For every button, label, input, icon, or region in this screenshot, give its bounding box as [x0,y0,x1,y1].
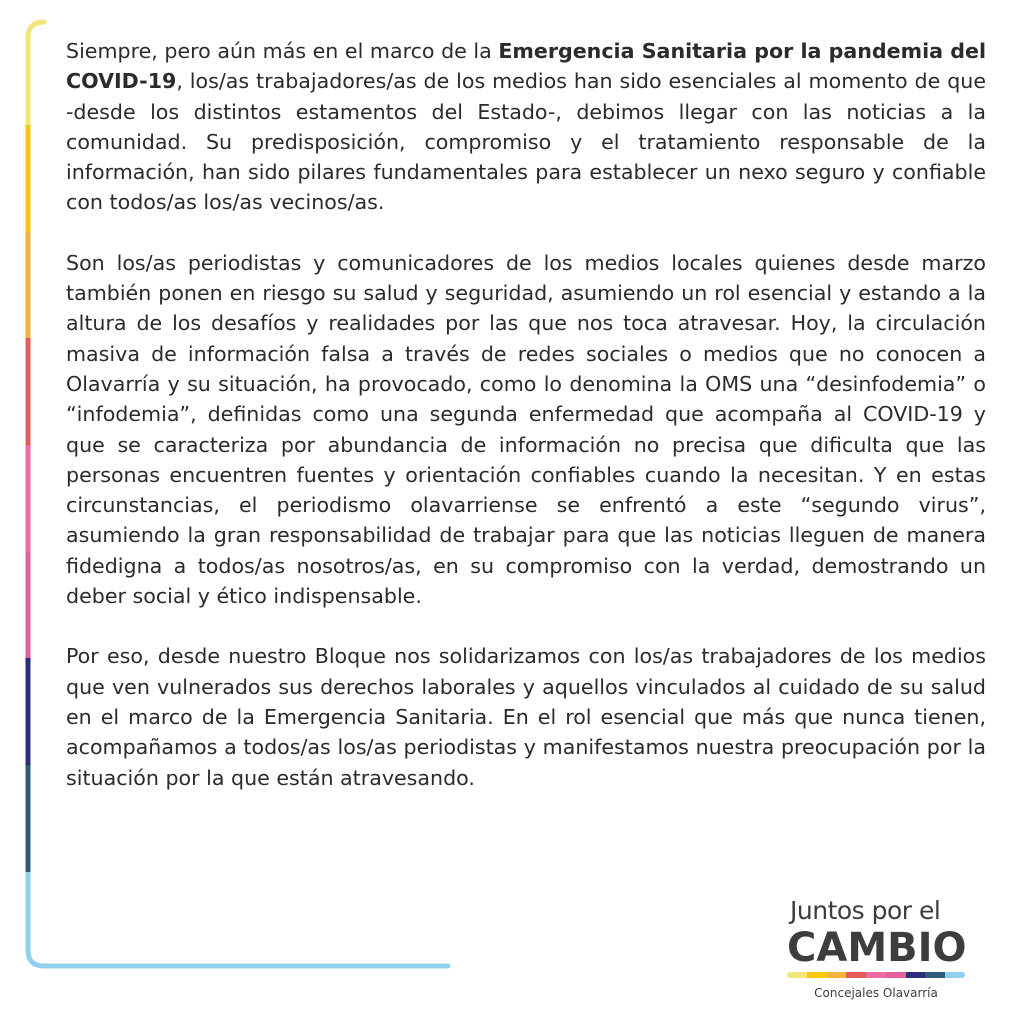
paragraph-3: Por eso, desde nuestro Bloque nos solidarizamos con los/as trabajadores de los medios que ven vulnerados sus derechos laborales y aquellos vinculados al cuidado de su salud en el marco de la Emergencia Sanitaria. En el rol esencial que más que nunca tienen, acompañamos a todos/as los/as periodistas y manifestamos nuestra preocupación por la situación por la que están atravesando. [66,644,986,790]
paragraph-1-highlight: Emergencia Sanitaria por la pandemia del COVID-19 [66,39,987,94]
paragraph-1 [66,36,986,218]
frame-bottom-corner [28,950,448,966]
juntos-por-el-cambio-logo [787,896,965,1000]
paragraph-2: Son los/as periodistas y comunicadores de los medios locales quienes desde marzo también ponen en riesgo su salud y seguridad, asumiendo un rol esencial y estando a la altura de los desafíos y realidades por las que nos toca atravesar. Hoy, la circulación masiva de información falsa a través de redes sociales o medios que no conocen a Olavarría y su situación, ha provocado, como lo denomina la OMS una “desinfodemia” o “infodemia”, definidas como una segunda enfermedad que acompaña al COVID-19 y que se caracteriza por abundancia de información no precisa que dificulta que las personas encuentren fuentes y orientación confiables cuando la necesitan. Y en estas circunstancias, el periodismo olavarriense se enfrentó a este “segundo virus”, asumiendo la gran responsabilidad de trabajar para que las noticias lleguen de manera fidedigna a todos/as nosotros/as, en su compromiso con la verdad, demostrando un deber social y ético indispensable. [66,250,986,609]
logo-line-1: Juntos por el [790,896,941,925]
logo-line-2: CAMBIO [787,925,967,971]
logo-color-stripe [787,972,965,978]
paragraph-1-start: Siempre, pero aún más en el marco de la [66,39,499,63]
paragraph-1-rest: , los/as trabajadores/as de los medios han sido esenciales al momento de que -desde los distintos estamentos del Estado-, debimos llegar con las noticias a la comunidad. Su predisposición, compromiso y el tratamiento responsable de la información, han sido pilares fundamentales para establecer un nexo seguro y confiable con todos/as los/as vecinos/as. [66,69,986,215]
statement-body [66,36,986,823]
frame-top-corner [28,22,44,38]
logo-subtitle: Concejales Olavarría [814,986,938,1000]
